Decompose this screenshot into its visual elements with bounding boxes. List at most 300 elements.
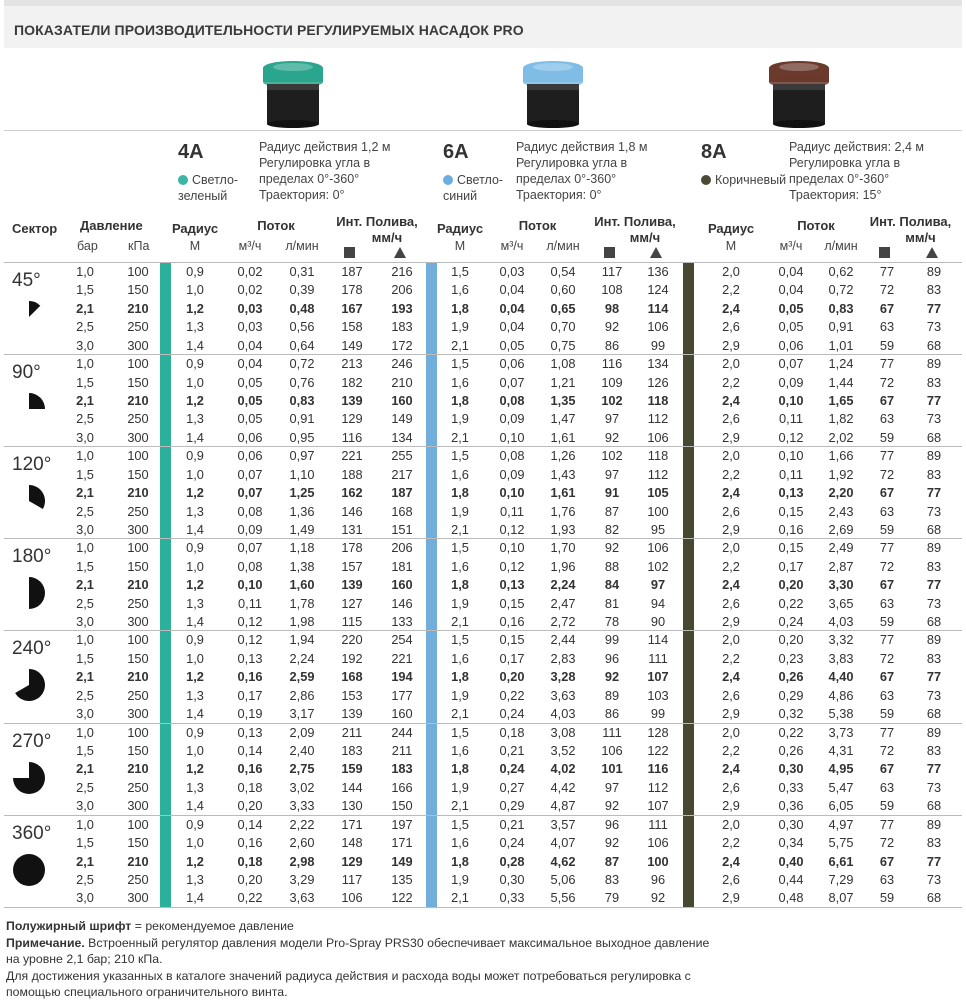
table-cell: 2,9 xyxy=(722,429,740,445)
table-cell: 0,16 xyxy=(237,669,263,685)
table-cell: 213 xyxy=(341,356,363,372)
table-cell: 73 xyxy=(926,503,942,519)
col-precip-0: Инт. Полива, xyxy=(336,214,418,229)
table-cell: 1,6 xyxy=(451,558,469,574)
table-cell: 0,12 xyxy=(499,522,525,537)
table-cell: 0,05 xyxy=(499,337,525,353)
table-cell: 92 xyxy=(604,429,620,445)
table-row xyxy=(0,834,966,852)
table-cell: 2,4 xyxy=(722,761,740,777)
table-cell: 148 xyxy=(341,835,363,851)
table-cell: 1,3 xyxy=(186,319,204,335)
table-cell: 92 xyxy=(604,798,620,814)
table-cell: 89 xyxy=(926,632,942,648)
col-flow-0: Поток xyxy=(257,218,295,233)
unit-mmh-2: мм/ч xyxy=(905,230,936,245)
table-cell: 0,12 xyxy=(237,614,263,630)
table-cell: 0,9 xyxy=(186,632,204,648)
col-sector: Сектор xyxy=(12,221,58,236)
table-cell: 0,23 xyxy=(778,650,804,666)
table-cell: 0,05 xyxy=(237,393,263,408)
table-cell: 0,14 xyxy=(237,816,263,832)
table-cell: 1,3 xyxy=(186,411,204,427)
table-cell: 0,08 xyxy=(237,558,263,574)
table-cell: 0,26 xyxy=(778,669,804,685)
table-cell: 300 xyxy=(127,890,149,906)
table-cell: 194 xyxy=(391,669,413,685)
table-cell: 1,2 xyxy=(186,393,204,408)
table-cell: 73 xyxy=(926,411,942,427)
table-cell: 216 xyxy=(391,264,413,279)
table-cell: 187 xyxy=(341,264,363,279)
table-cell: 1,0 xyxy=(76,816,94,832)
unit-m3h-2: м³/ч xyxy=(779,239,803,253)
table-cell: 84 xyxy=(604,577,620,593)
table-cell: 102 xyxy=(601,448,623,464)
table-cell: 2,5 xyxy=(76,871,94,887)
table-cell: 2,2 xyxy=(722,466,740,482)
table-cell: 250 xyxy=(127,595,149,611)
table-cell: 77 xyxy=(879,724,895,740)
table-cell: 0,31 xyxy=(289,264,315,279)
color-label: Светло- xyxy=(457,173,504,187)
table-cell: 116 xyxy=(341,429,363,445)
unit-kpa: кПа xyxy=(128,239,150,253)
table-cell: 1,8 xyxy=(451,393,469,408)
table-cell: 150 xyxy=(127,835,149,851)
table-cell: 0,28 xyxy=(499,853,525,869)
table-row xyxy=(0,705,966,723)
table-cell: 1,6 xyxy=(451,650,469,666)
table-row xyxy=(0,281,966,299)
table-cell: 162 xyxy=(341,485,363,501)
table-cell: 3,08 xyxy=(550,724,576,740)
table-cell: 0,10 xyxy=(778,448,804,464)
table-cell: 206 xyxy=(391,540,413,556)
table-cell: 0,30 xyxy=(499,871,525,887)
table-cell: 3,0 xyxy=(76,522,94,537)
table-cell: 83 xyxy=(926,650,942,666)
table-cell: 0,64 xyxy=(289,337,315,353)
square-spacing-icon-1 xyxy=(604,247,615,258)
table-cell: 2,47 xyxy=(550,595,576,611)
table-cell: 0,20 xyxy=(237,871,263,887)
table-cell: 0,16 xyxy=(237,835,263,851)
table-cell: 1,66 xyxy=(828,448,854,464)
col-precip-1: Инт. Полива, xyxy=(594,214,676,229)
table-cell: 128 xyxy=(647,724,669,740)
table-cell: 1,5 xyxy=(76,835,94,851)
table-cell: 83 xyxy=(926,466,942,482)
table-cell: 149 xyxy=(341,337,363,353)
table-cell: 72 xyxy=(879,558,895,574)
table-cell: 0,32 xyxy=(778,706,804,722)
table-cell: 133 xyxy=(391,614,413,630)
table-cell: 0,30 xyxy=(778,816,804,832)
table-cell: 2,6 xyxy=(722,871,740,887)
table-cell: 0,10 xyxy=(499,429,525,445)
table-cell: 96 xyxy=(650,871,666,887)
table-cell: 3,65 xyxy=(828,595,854,611)
table-cell: 244 xyxy=(391,724,413,740)
table-cell: 0,08 xyxy=(499,448,525,464)
table-cell: 166 xyxy=(391,779,413,795)
table-cell: 2,5 xyxy=(76,503,94,519)
table-cell: 105 xyxy=(647,485,669,501)
table-cell: 0,08 xyxy=(499,393,525,408)
table-cell: 92 xyxy=(604,669,620,685)
table-cell: 0,06 xyxy=(237,448,263,464)
description-line: пределах 0°-360° xyxy=(516,172,617,186)
table-cell: 193 xyxy=(391,300,413,316)
table-cell: 172 xyxy=(391,337,413,353)
table-cell: 221 xyxy=(341,448,363,464)
table-cell: 83 xyxy=(926,374,942,390)
table-cell: 1,2 xyxy=(186,300,204,316)
table-cell: 1,78 xyxy=(289,595,315,611)
table-cell: 250 xyxy=(127,411,149,427)
table-cell: 1,4 xyxy=(186,429,204,445)
col-radius-1: Радиус xyxy=(436,221,484,236)
table-cell: 1,0 xyxy=(186,650,204,666)
table-cell: 160 xyxy=(391,577,413,593)
table-cell: 220 xyxy=(341,632,363,648)
table-cell: 250 xyxy=(127,779,149,795)
table-cell: 77 xyxy=(926,669,942,685)
table-cell: 1,8 xyxy=(451,761,469,777)
table-cell: 102 xyxy=(601,393,623,408)
model-6a-name: 6A xyxy=(443,141,469,163)
table-cell: 171 xyxy=(341,816,363,832)
description-line: Радиус действия 1,2 м xyxy=(259,140,391,154)
table-cell: 0,9 xyxy=(186,264,204,279)
table-cell: 2,24 xyxy=(550,577,576,593)
table-cell: 68 xyxy=(926,706,942,722)
table-cell: 1,96 xyxy=(550,558,576,574)
table-cell: 100 xyxy=(647,503,669,519)
table-cell: 59 xyxy=(879,798,895,814)
table-cell: 0,05 xyxy=(778,319,804,335)
table-cell: 118 xyxy=(647,448,669,464)
table-cell: 77 xyxy=(926,761,942,777)
table-cell: 3,32 xyxy=(828,632,854,648)
description-line: Радиус действия 1,8 м xyxy=(516,140,648,154)
table-row xyxy=(0,889,966,907)
model-6a-description xyxy=(516,139,648,203)
unit-m-2: М xyxy=(725,239,737,253)
table-cell: 4,86 xyxy=(828,687,854,703)
table-cell: 0,72 xyxy=(289,356,315,372)
table-cell: 0,48 xyxy=(289,300,315,316)
table-cell: 1,25 xyxy=(289,485,315,501)
nozzle-6a-icon xyxy=(518,58,588,130)
table-cell: 1,5 xyxy=(451,724,469,740)
table-row xyxy=(0,558,966,576)
unit-m3h-1: м³/ч xyxy=(500,239,524,253)
table-cell: 115 xyxy=(341,614,363,630)
table-cell: 67 xyxy=(879,393,895,408)
table-cell: 0,06 xyxy=(499,356,525,372)
table-cell: 72 xyxy=(879,835,895,851)
table-cell: 83 xyxy=(926,742,942,758)
table-cell: 2,5 xyxy=(76,595,94,611)
table-cell: 0,09 xyxy=(499,411,525,427)
table-cell: 59 xyxy=(879,614,895,630)
table-cell: 1,0 xyxy=(76,448,94,464)
table-cell: 183 xyxy=(391,761,413,777)
triangle-spacing-icon-2 xyxy=(926,247,938,258)
table-cell: 250 xyxy=(127,871,149,887)
table-cell: 3,83 xyxy=(828,650,854,666)
table-cell: 0,9 xyxy=(186,816,204,832)
table-row xyxy=(0,300,966,318)
table-cell: 0,05 xyxy=(237,374,263,390)
table-cell: 100 xyxy=(127,540,149,556)
table-cell: 3,0 xyxy=(76,614,94,630)
table-cell: 0,24 xyxy=(499,761,525,777)
table-cell: 2,5 xyxy=(76,779,94,795)
table-cell: 68 xyxy=(926,614,942,630)
table-cell: 77 xyxy=(879,632,895,648)
table-cell: 90 xyxy=(650,614,666,630)
table-cell: 2,0 xyxy=(722,356,740,372)
table-cell: 1,4 xyxy=(186,522,204,537)
table-cell: 0,07 xyxy=(499,374,525,390)
unit-lmin-1: л/мин xyxy=(546,239,580,253)
table-cell: 96 xyxy=(604,650,620,666)
table-cell: 0,14 xyxy=(237,742,263,758)
table-cell: 78 xyxy=(604,614,620,630)
table-cell: 2,0 xyxy=(722,448,740,464)
table-cell: 0,62 xyxy=(828,264,854,279)
table-cell: 2,9 xyxy=(722,614,740,630)
table-cell: 300 xyxy=(127,522,149,537)
table-cell: 1,5 xyxy=(451,356,469,372)
sector-angle-4: 180° xyxy=(12,546,52,568)
table-cell: 0,02 xyxy=(237,282,263,298)
table-cell: 1,5 xyxy=(76,466,94,482)
table-cell: 146 xyxy=(391,595,413,611)
table-row xyxy=(0,871,966,889)
table-row xyxy=(0,429,966,447)
square-spacing-icon-2 xyxy=(879,247,890,258)
table-cell: 2,40 xyxy=(289,742,315,758)
table-cell: 0,15 xyxy=(778,540,804,556)
table-cell: 1,82 xyxy=(828,411,854,427)
sector-angle-3: 120° xyxy=(12,454,52,476)
sector-angle-5: 240° xyxy=(12,638,52,660)
table-cell: 106 xyxy=(647,319,669,335)
table-cell: 144 xyxy=(341,779,363,795)
table-cell: 112 xyxy=(647,466,669,482)
table-cell: 1,92 xyxy=(828,466,854,482)
table-cell: 1,76 xyxy=(550,503,576,519)
table-cell: 0,18 xyxy=(237,779,263,795)
table-cell: 100 xyxy=(127,816,149,832)
table-cell: 0,03 xyxy=(237,319,263,335)
table-cell: 68 xyxy=(926,522,942,537)
table-cell: 150 xyxy=(127,650,149,666)
color-dot-icon xyxy=(178,175,188,185)
table-cell: 1,10 xyxy=(289,466,315,482)
table-cell: 63 xyxy=(879,687,895,703)
table-cell: 0,30 xyxy=(778,761,804,777)
table-cell: 100 xyxy=(127,264,149,279)
table-cell: 0,34 xyxy=(778,835,804,851)
table-cell: 1,36 xyxy=(289,503,315,519)
table-cell: 109 xyxy=(601,374,623,390)
table-cell: 0,19 xyxy=(237,706,263,722)
table-cell: 134 xyxy=(647,356,669,372)
table-cell: 149 xyxy=(391,853,413,869)
table-cell: 2,0 xyxy=(722,816,740,832)
table-cell: 89 xyxy=(926,356,942,372)
table-cell: 0,16 xyxy=(778,522,804,537)
table-cell: 5,47 xyxy=(828,779,854,795)
table-cell: 111 xyxy=(648,650,668,666)
table-cell: 168 xyxy=(341,669,363,685)
table-cell: 67 xyxy=(879,669,895,685)
table-cell: 1,94 xyxy=(289,632,315,648)
table-cell: 2,6 xyxy=(722,319,740,335)
table-cell: 1,18 xyxy=(289,540,315,556)
table-cell: 89 xyxy=(926,816,942,832)
unit-lmin-0: л/мин xyxy=(285,239,319,253)
table-cell: 0,18 xyxy=(499,724,525,740)
table-cell: 2,44 xyxy=(550,632,576,648)
table-cell: 146 xyxy=(341,503,363,519)
table-cell: 2,60 xyxy=(289,835,315,851)
table-cell: 1,5 xyxy=(451,540,469,556)
table-cell: 98 xyxy=(604,300,620,316)
table-cell: 88 xyxy=(604,558,620,574)
model-4a-color xyxy=(178,172,238,204)
table-cell: 77 xyxy=(879,356,895,372)
description-line: пределах 0°-360° xyxy=(259,172,360,186)
sector-angle-2: 90° xyxy=(12,362,41,384)
table-cell: 1,4 xyxy=(186,798,204,814)
table-cell: 102 xyxy=(647,558,669,574)
table-cell: 59 xyxy=(879,522,895,537)
table-cell: 59 xyxy=(879,706,895,722)
table-cell: 0,04 xyxy=(499,319,525,335)
table-cell: 59 xyxy=(879,890,895,906)
table-cell: 2,2 xyxy=(722,650,740,666)
table-cell: 1,61 xyxy=(550,485,576,501)
table-row xyxy=(0,503,966,521)
table-row xyxy=(0,797,966,815)
table-cell: 4,95 xyxy=(828,761,854,777)
unit-bar: бар xyxy=(77,239,98,253)
table-cell: 2,2 xyxy=(722,558,740,574)
description-line: Радиус действия: 2,4 м xyxy=(789,140,924,154)
table-cell: 92 xyxy=(650,890,666,906)
table-cell: 63 xyxy=(879,319,895,335)
table-cell: 177 xyxy=(391,687,413,703)
square-spacing-icon-0 xyxy=(344,247,355,258)
model-4a-description xyxy=(259,139,391,203)
table-cell: 73 xyxy=(926,871,942,887)
table-cell: 1,0 xyxy=(76,724,94,740)
table-cell: 0,11 xyxy=(500,503,524,519)
table-cell: 2,5 xyxy=(76,411,94,427)
table-cell: 211 xyxy=(341,724,363,740)
table-cell: 63 xyxy=(879,871,895,887)
table-cell: 130 xyxy=(341,798,363,814)
table-cell: 1,3 xyxy=(186,503,204,519)
table-cell: 3,0 xyxy=(76,429,94,445)
table-cell: 0,24 xyxy=(778,614,804,630)
table-cell: 72 xyxy=(879,374,895,390)
unit-m-1: М xyxy=(454,239,466,253)
table-cell: 67 xyxy=(879,761,895,777)
table-cell: 107 xyxy=(647,798,669,814)
table-cell: 92 xyxy=(604,835,620,851)
table-cell: 0,17 xyxy=(499,650,525,666)
table-cell: 2,4 xyxy=(722,485,740,501)
table-row xyxy=(0,760,966,778)
table-cell: 1,8 xyxy=(451,669,469,685)
table-cell: 0,95 xyxy=(289,429,315,445)
table-cell: 91 xyxy=(604,485,620,501)
table-cell: 111 xyxy=(648,816,668,832)
table-cell: 0,22 xyxy=(237,890,263,906)
table-cell: 1,6 xyxy=(451,835,469,851)
table-cell: 1,3 xyxy=(186,779,204,795)
table-cell: 106 xyxy=(647,429,669,445)
table-cell: 300 xyxy=(127,429,149,445)
table-cell: 89 xyxy=(926,540,942,556)
table-cell: 2,1 xyxy=(76,485,94,501)
table-cell: 92 xyxy=(604,540,620,556)
table-cell: 103 xyxy=(647,687,669,703)
description-line: Регулировка угла в xyxy=(516,156,628,170)
table-cell: 2,1 xyxy=(451,890,469,906)
table-cell: 96 xyxy=(604,816,620,832)
color-dot-icon xyxy=(443,175,453,185)
table-cell: 68 xyxy=(926,337,942,353)
table-cell: 77 xyxy=(879,264,895,279)
table-cell: 0,9 xyxy=(186,724,204,740)
table-cell: 0,33 xyxy=(778,779,804,795)
table-cell: 1,8 xyxy=(451,853,469,869)
table-cell: 0,13 xyxy=(237,724,263,740)
table-cell: 2,9 xyxy=(722,706,740,722)
table-cell: 89 xyxy=(926,448,942,464)
table-cell: 126 xyxy=(647,374,669,390)
table-cell: 1,5 xyxy=(76,558,94,574)
table-row xyxy=(0,374,966,392)
table-cell: 77 xyxy=(879,816,895,832)
table-cell: 0,06 xyxy=(778,337,804,353)
col-flow-1: Поток xyxy=(518,218,557,233)
table-cell: 1,8 xyxy=(451,300,469,316)
table-cell: 0,05 xyxy=(778,300,804,316)
footer-note-2: на уровне 2,1 бар; 210 кПа. xyxy=(6,952,163,966)
table-cell: 0,21 xyxy=(499,816,525,832)
table-cell: 0,22 xyxy=(499,687,525,703)
table-row xyxy=(0,392,966,410)
table-row xyxy=(0,466,966,484)
table-cell: 3,29 xyxy=(289,871,315,887)
table-cell: 2,1 xyxy=(451,522,469,537)
table-cell: 106 xyxy=(341,890,363,906)
table-cell: 3,0 xyxy=(76,706,94,722)
table-cell: 0,04 xyxy=(499,300,525,316)
table-cell: 2,9 xyxy=(722,798,740,814)
table-cell: 151 xyxy=(391,522,413,537)
table-cell: 0,13 xyxy=(237,650,263,666)
